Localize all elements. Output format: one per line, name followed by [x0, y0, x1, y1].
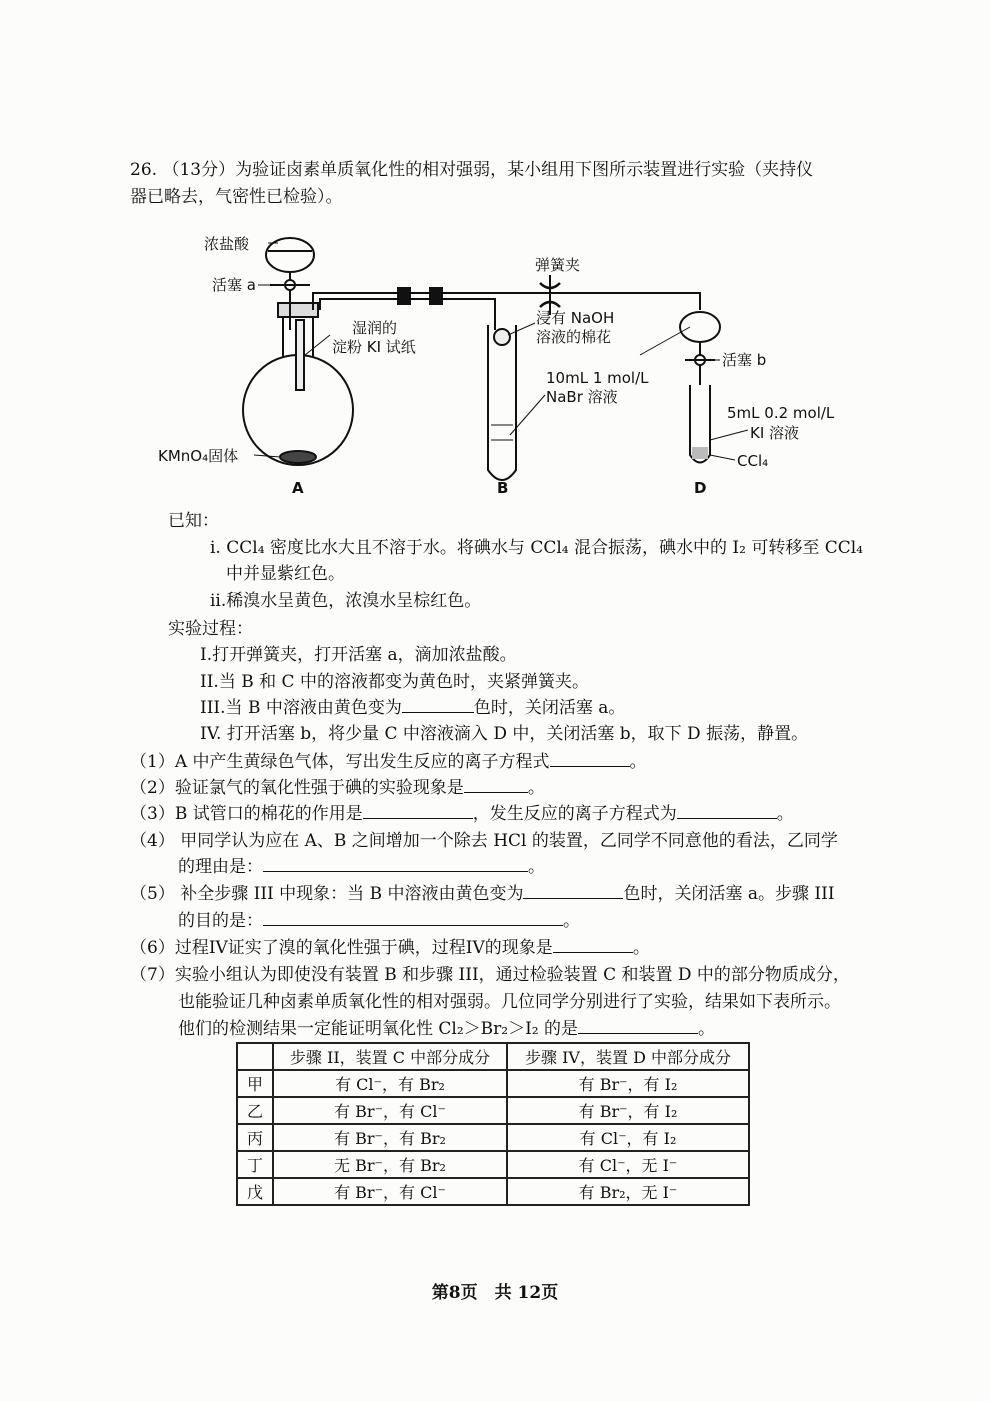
- process-step-3-text-a: III.当 B 中溶液由黄色变为: [200, 698, 402, 718]
- page-footer: 第8页 共 12页: [431, 1283, 559, 1303]
- label-ki-2: KI 溶液: [750, 424, 800, 442]
- known-ii: ii.稀溴水呈黄色，浓溴水呈棕红色。: [210, 591, 482, 611]
- table-cell: 有 Cl⁻，有 Br₂: [273, 1070, 507, 1097]
- table-row: [237, 1124, 749, 1151]
- table-header-row: [237, 1043, 749, 1070]
- label-apparatus-a: A: [292, 479, 304, 497]
- question-4-line-1: （4） 甲同学认为应在 A、B 之间增加一个除去 HCl 的装置，乙同学不同意他的看法，乙同学: [130, 831, 838, 851]
- question-3-period: 。: [776, 804, 794, 824]
- question-7-line-2: 也能验证几种卤素单质氧化性的相对强弱。几位同学分别进行了实验，结果如下表所示。: [178, 992, 841, 1012]
- tube-connector-2: [430, 288, 442, 304]
- question-6-period: 。: [632, 938, 650, 958]
- label-ki-1: 5mL 0.2 mol/L: [727, 404, 835, 422]
- label-ccl4: CCl₄: [737, 452, 769, 470]
- question-3: [130, 802, 794, 826]
- table-cell: 有 Br⁻，有 I₂: [507, 1070, 749, 1097]
- question-4-line-2: [178, 855, 545, 879]
- table-header-cell: [237, 1043, 273, 1070]
- table-header-cell: 步骤 IV，装置 D 中部分成分: [507, 1043, 749, 1070]
- question-5-period: 。: [563, 911, 580, 931]
- table-cell: 有 Cl⁻，无 I⁻: [507, 1151, 749, 1178]
- label-stopcock-a: 活塞 a: [212, 276, 256, 294]
- table-cell: 乙: [237, 1097, 273, 1124]
- process-step-3-text-b: 色时，关闭活塞 a。: [473, 698, 626, 718]
- answer-blank: [677, 802, 777, 819]
- apparatus-diagram: [0, 215, 990, 505]
- label-cotton-1: 浸有 NaOH: [536, 309, 615, 327]
- table-cell: 有 Br⁻，有 Cl⁻: [273, 1178, 507, 1205]
- table-cell: 丙: [237, 1124, 273, 1151]
- tube-connector-1: [398, 288, 410, 304]
- table-cell: 丁: [237, 1151, 273, 1178]
- answer-blank: [263, 855, 528, 872]
- process-step-3: [200, 696, 625, 720]
- results-table: [236, 1042, 750, 1206]
- question-stem-line-1: [130, 158, 813, 182]
- label-apparatus-d: D: [694, 479, 707, 497]
- table-cell: 有 Cl⁻，有 I₂: [507, 1124, 749, 1151]
- label-nabr-1: 10mL 1 mol/L: [546, 369, 649, 387]
- starch-ki-paper: [296, 320, 304, 390]
- table-cell: 无 Br⁻，有 Br₂: [273, 1151, 507, 1178]
- question-1-text: （1）A 中产生黄绿色气体，写出发生反应的离子方程式: [130, 752, 550, 772]
- answer-blank: [402, 696, 474, 713]
- question-7-period: 。: [698, 1019, 716, 1039]
- question-2-period: 。: [527, 778, 545, 798]
- table-row: [237, 1070, 749, 1097]
- question-7-line-1: （7）实验小组认为即使没有装置 B 和步骤 III，通过检验装置 C 和装置 D 中的部分物质成分，: [130, 965, 850, 985]
- known-title: 已知：: [168, 511, 219, 531]
- label-nabr-2: NaBr 溶液: [546, 388, 618, 406]
- answer-blank: [523, 882, 623, 899]
- question-3-text-a: （3）B 试管口的棉花的作用是: [130, 804, 363, 824]
- question-6: [130, 936, 650, 960]
- label-apparatus-b: B: [497, 479, 509, 497]
- label-hcl: 浓盐酸: [204, 235, 250, 253]
- question-1: [130, 750, 647, 774]
- table-row: [237, 1151, 749, 1178]
- question-stem-text-1: （13分）为验证卤素单质氧化性的相对强弱，某小组用下图所示装置进行实验（夹持仪: [162, 160, 814, 180]
- table-cell: 有 Br₂，无 I⁻: [507, 1178, 749, 1205]
- table-cell: 有 Br⁻，有 Br₂: [273, 1124, 507, 1151]
- answer-blank: [363, 802, 473, 819]
- table-header-cell: 步骤 II，装置 C 中部分成分: [273, 1043, 507, 1070]
- kmno4-solid: [280, 451, 316, 463]
- label-cotton-2: 溶液的棉花: [536, 328, 612, 346]
- label-ki-paper-2: 淀粉 KI 试纸: [332, 338, 416, 356]
- process-title: 实验过程：: [168, 619, 253, 639]
- question-2: [130, 776, 545, 800]
- question-5-line-1: [130, 882, 835, 906]
- table-cell: 甲: [237, 1070, 273, 1097]
- question-5-text-a: （5） 补全步骤 III 中现象：当 B 中溶液由黄色变为: [130, 884, 524, 904]
- answer-blank: [464, 776, 528, 793]
- question-4-period: 。: [528, 857, 545, 877]
- label-stopcock-b: 活塞 b: [722, 351, 767, 369]
- test-tube-b: [488, 325, 516, 480]
- table-cell: 戊: [237, 1178, 273, 1205]
- question-3-text-b: ，发生反应的离子方程式为: [472, 804, 677, 824]
- separating-funnel-d: [680, 312, 720, 342]
- table-row: [237, 1178, 749, 1205]
- table-row: [237, 1097, 749, 1124]
- question-7-line-3: [178, 1017, 715, 1041]
- table-cell: 有 Br⁻，有 I₂: [507, 1097, 749, 1124]
- answer-blank: [578, 1017, 698, 1034]
- question-1-period: 。: [629, 752, 647, 772]
- label-spring-clip: 弹簧夹: [535, 256, 581, 274]
- answer-blank: [263, 909, 563, 926]
- question-stem-line-2: 器已略去，气密性已检验）。: [130, 187, 343, 207]
- question-2-text: （2）验证氯气的氧化性强于碘的实验现象是: [130, 778, 464, 798]
- question-6-text: （6）过程IV证实了溴的氧化性强于碘，过程IV的现象是: [130, 938, 553, 958]
- question-4-text: 的理由是：: [178, 857, 263, 877]
- naoh-cotton: [494, 329, 510, 345]
- process-step-4: IV. 打开活塞 b，将少量 C 中溶液滴入 D 中，关闭活塞 b，取下 D 振荡，静置。: [200, 724, 809, 744]
- label-ki-paper-1: 湿润的: [352, 319, 398, 337]
- question-number: 26.: [130, 160, 158, 180]
- question-5-line-2: [178, 909, 580, 933]
- table-cell: 有 Br⁻，有 Cl⁻: [273, 1097, 507, 1124]
- known-i-line-1: i. CCl₄ 密度比水大且不溶于水。将碘水与 CCl₄ 混合振荡，碘水中的 I₂ 可转移至 CCl₄: [210, 538, 863, 558]
- label-kmno4: KMnO₄固体: [158, 447, 239, 465]
- answer-blank: [553, 936, 633, 953]
- question-5-text-c: 的目的是：: [178, 911, 263, 931]
- known-i-line-2: 中并显紫红色。: [226, 564, 345, 584]
- question-5-text-b: 色时，关闭活塞 a。步骤 III: [623, 884, 835, 904]
- answer-blank: [550, 750, 630, 767]
- question-7-text: 他们的检测结果一定能证明氧化性 Cl₂＞Br₂＞I₂ 的是: [178, 1019, 579, 1039]
- process-step-2: II.当 B 和 C 中的溶液都变为黄色时，夹紧弹簧夹。: [200, 672, 589, 692]
- process-step-1: I.打开弹簧夹，打开活塞 a，滴加浓盐酸。: [200, 645, 517, 665]
